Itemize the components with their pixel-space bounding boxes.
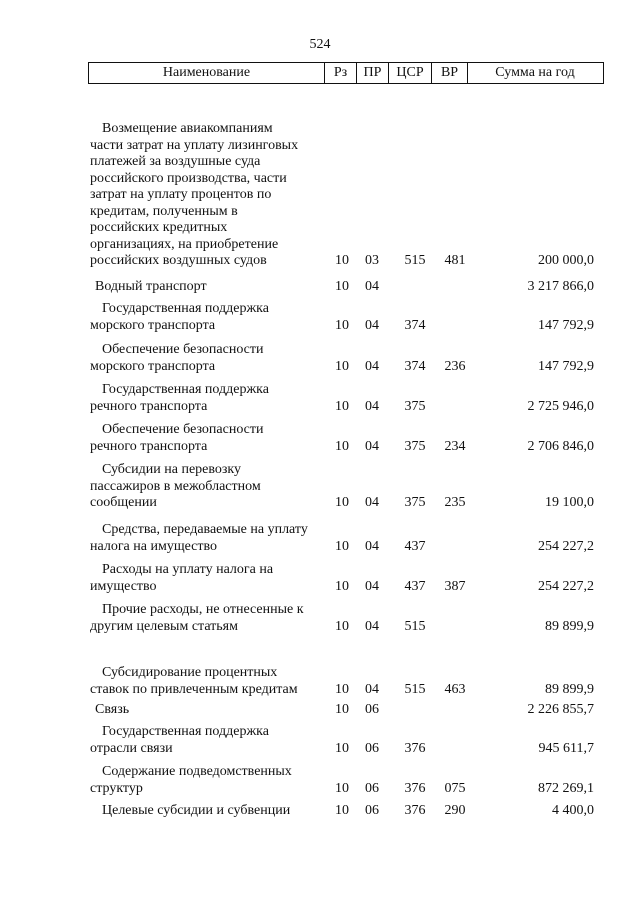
row-name bbox=[90, 422, 322, 455]
row-rz: 10 bbox=[335, 358, 349, 374]
row-rz: 10 bbox=[335, 317, 349, 333]
row-pr: 06 bbox=[365, 803, 379, 818]
row-vr: 075 bbox=[444, 780, 466, 796]
row-csr: 375 bbox=[404, 398, 426, 414]
row-name bbox=[90, 803, 322, 820]
row-name-line: ставок по привлеченным кредитам bbox=[90, 681, 298, 697]
row-name-line: другим целевым статьям bbox=[90, 618, 238, 634]
row-pr: 04 bbox=[365, 578, 379, 594]
row-pr: 04 bbox=[365, 358, 379, 374]
row-name-line: Государственная поддержка bbox=[102, 301, 269, 316]
row-sum: 254 227,2 bbox=[538, 578, 594, 594]
row-sum: 3 217 866,0 bbox=[527, 279, 594, 294]
header-sum: Сумма на год bbox=[495, 65, 575, 80]
page-number: 524 bbox=[309, 37, 331, 52]
row-name-line: Государственная поддержка bbox=[102, 724, 269, 739]
row-vr: 481 bbox=[444, 253, 466, 268]
row-vr: 290 bbox=[444, 803, 466, 818]
row-name-line: части затрат на уплату лизинговых bbox=[90, 137, 299, 153]
row-name-line: Обеспечение безопасности bbox=[102, 342, 264, 357]
row-rz: 10 bbox=[335, 618, 349, 634]
row-vr: 236 bbox=[444, 358, 466, 374]
row-name bbox=[90, 764, 322, 797]
row-pr: 04 bbox=[365, 681, 379, 697]
row-sum: 254 227,2 bbox=[538, 538, 594, 554]
row-name-line: морского транспорта bbox=[90, 317, 216, 333]
header-pr: ПР bbox=[357, 63, 389, 83]
row-name bbox=[90, 279, 322, 296]
row-sum: 147 792,9 bbox=[538, 317, 594, 333]
row-name bbox=[90, 462, 322, 512]
row-name bbox=[90, 522, 322, 555]
row-name-line: налога на имущество bbox=[90, 538, 218, 554]
row-csr: 375 bbox=[404, 495, 426, 510]
row-sum: 872 269,1 bbox=[538, 780, 594, 796]
row-name bbox=[90, 301, 322, 334]
row-csr: 437 bbox=[404, 538, 426, 554]
table-header bbox=[88, 62, 604, 84]
row-pr: 06 bbox=[365, 702, 379, 717]
row-name-line: российских кредитных bbox=[90, 220, 228, 235]
row-rz: 10 bbox=[335, 803, 349, 818]
row-rz: 10 bbox=[335, 578, 349, 594]
row-rz: 10 bbox=[335, 681, 349, 697]
row-name-line: сообщении bbox=[90, 495, 157, 510]
row-name-line: морского транспорта bbox=[90, 358, 216, 374]
row-name-line: Обеспечение безопасности bbox=[102, 422, 264, 437]
row-name bbox=[90, 724, 322, 757]
row-name-line: Средства, передаваемые на уплату bbox=[102, 522, 308, 537]
row-csr: 515 bbox=[404, 681, 426, 697]
row-vr: 234 bbox=[444, 438, 466, 454]
row-vr: 463 bbox=[444, 681, 466, 697]
row-sum: 4 400,0 bbox=[552, 803, 594, 818]
row-name-line: речного транспорта bbox=[90, 438, 208, 454]
row-pr: 04 bbox=[365, 279, 379, 294]
row-name-line: Расходы на уплату налога на bbox=[102, 562, 274, 577]
row-name-line: российских воздушных судов bbox=[90, 253, 267, 268]
row-pr: 04 bbox=[365, 398, 379, 414]
row-name-line: Субсидии на перевозку bbox=[102, 462, 242, 477]
row-pr: 04 bbox=[365, 495, 379, 510]
row-vr: 387 bbox=[444, 578, 466, 594]
row-pr: 04 bbox=[365, 538, 379, 554]
header-rz: Рз bbox=[325, 63, 357, 83]
row-name bbox=[90, 562, 322, 595]
row-pr: 04 bbox=[365, 618, 379, 634]
row-sum: 945 611,7 bbox=[538, 740, 594, 756]
row-csr: 375 bbox=[404, 438, 426, 454]
row-csr: 374 bbox=[404, 358, 426, 374]
header-vr: ВР bbox=[432, 63, 468, 83]
row-name bbox=[90, 702, 322, 719]
row-name-line: имущество bbox=[90, 578, 157, 594]
row-sum: 2 226 855,7 bbox=[527, 702, 594, 717]
row-name-line: затрат на уплату процентов по bbox=[90, 187, 272, 202]
row-name-line: Связь bbox=[95, 702, 130, 717]
row-csr: 437 bbox=[404, 578, 426, 594]
row-pr: 06 bbox=[365, 780, 379, 796]
row-name bbox=[90, 665, 322, 698]
row-name-line: отрасли связи bbox=[90, 740, 173, 756]
row-pr: 06 bbox=[365, 740, 379, 756]
row-sum: 147 792,9 bbox=[538, 358, 594, 374]
row-sum: 2 725 946,0 bbox=[527, 398, 594, 414]
row-name-line: российского производства, части bbox=[90, 170, 287, 186]
row-name-line: Возмещение авиакомпаниям bbox=[102, 121, 273, 136]
row-rz: 10 bbox=[335, 780, 349, 796]
row-sum: 89 899,9 bbox=[545, 618, 594, 634]
row-pr: 03 bbox=[365, 253, 379, 268]
row-name-line: Государственная поддержка bbox=[102, 382, 269, 397]
row-name bbox=[90, 382, 322, 415]
row-pr: 04 bbox=[365, 438, 379, 454]
row-rz: 10 bbox=[335, 438, 349, 454]
row-name-line: структур bbox=[90, 780, 143, 796]
row-rz: 10 bbox=[335, 398, 349, 414]
row-name-line: кредитам, полученным в bbox=[90, 203, 238, 219]
row-name-line: Содержание подведомственных bbox=[102, 764, 292, 779]
row-sum: 200 000,0 bbox=[538, 253, 594, 268]
row-csr: 376 bbox=[404, 803, 426, 818]
row-csr: 374 bbox=[404, 317, 426, 333]
row-csr: 515 bbox=[404, 618, 426, 634]
row-rz: 10 bbox=[335, 702, 349, 717]
row-rz: 10 bbox=[335, 740, 349, 756]
row-csr: 515 bbox=[404, 253, 426, 268]
row-pr: 04 bbox=[365, 317, 379, 333]
row-name-line: Целевые субсидии и субвенции bbox=[102, 803, 291, 818]
row-sum: 89 899,9 bbox=[545, 681, 594, 697]
row-sum: 2 706 846,0 bbox=[527, 438, 594, 454]
row-name-line: Водный транспорт bbox=[95, 279, 207, 294]
row-vr: 235 bbox=[444, 495, 466, 510]
row-name-line: Прочие расходы, не отнесенные к bbox=[102, 602, 304, 617]
row-name-line: пассажиров в межобластном bbox=[90, 478, 261, 494]
row-name bbox=[90, 342, 322, 375]
row-name-line: платежей за воздушные суда bbox=[90, 154, 261, 169]
row-rz: 10 bbox=[335, 538, 349, 554]
row-csr: 376 bbox=[404, 740, 426, 756]
row-name-line: организациях, на приобретение bbox=[90, 236, 279, 252]
header-name: Наименование bbox=[89, 63, 325, 83]
row-sum: 19 100,0 bbox=[545, 495, 594, 510]
row-rz: 10 bbox=[335, 279, 349, 294]
row-name bbox=[90, 602, 322, 635]
header-csr: ЦСР bbox=[389, 63, 432, 83]
row-name-line: Субсидирование процентных bbox=[102, 665, 278, 680]
row-rz: 10 bbox=[335, 253, 349, 268]
row-rz: 10 bbox=[335, 495, 349, 510]
row-name-line: речного транспорта bbox=[90, 398, 208, 414]
row-name bbox=[90, 121, 322, 270]
row-csr: 376 bbox=[404, 780, 426, 796]
